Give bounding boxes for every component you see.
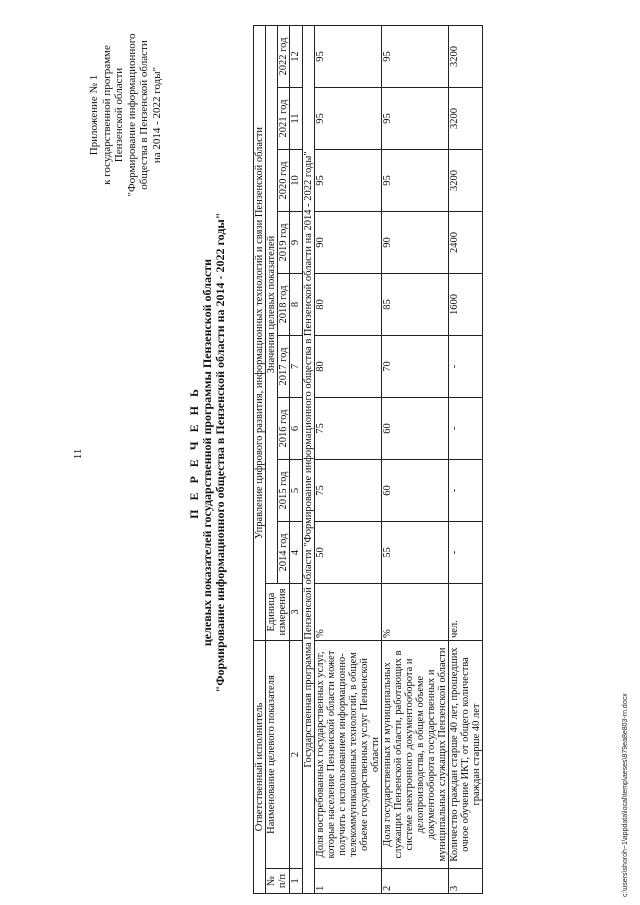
year-header: 2014 год xyxy=(278,522,290,584)
column-index: 5 xyxy=(290,460,303,522)
page-number: 11 xyxy=(72,448,84,460)
column-index: 8 xyxy=(290,274,303,336)
year-header: 2019 год xyxy=(278,212,290,274)
indicator-name: Доля государственных и муниципальных служащих Пензенской области, работающих в системе электронного документооборота и делопроизводства, в общем объеме документооборота государственных и муниципальных служащих Пензенской области xyxy=(382,641,449,869)
table-row xyxy=(315,25,382,893)
header-number: № п/п xyxy=(266,869,290,894)
value-cell: - xyxy=(449,460,483,522)
value-cell: 80 xyxy=(315,336,382,398)
column-index: 1 xyxy=(290,869,303,894)
value-cell: 75 xyxy=(315,460,382,522)
value-cell: 60 xyxy=(382,398,449,460)
header-row xyxy=(266,25,278,893)
column-index: 9 xyxy=(290,212,303,274)
annex-line: "Формирование информационного xyxy=(125,33,138,197)
value-cell: 95 xyxy=(382,88,449,150)
value-cell: - xyxy=(449,336,483,398)
header-indicator-name: Наименование целевого показателя xyxy=(266,641,290,869)
value-cell: 3200 xyxy=(449,150,483,212)
value-cell: 90 xyxy=(382,212,449,274)
header-unit: Единица измерения xyxy=(266,584,290,641)
unit-cell: чел. xyxy=(449,584,483,641)
column-index: 12 xyxy=(290,25,303,87)
value-cell: 90 xyxy=(315,212,382,274)
year-header: 2021 год xyxy=(278,88,290,150)
title-line: П Е Р Е Ч Е Н Ь xyxy=(187,386,201,519)
value-cell: 95 xyxy=(315,150,382,212)
value-cell: 60 xyxy=(382,460,449,522)
title-line: целевых показателей государственной программы Пензенской области xyxy=(200,258,214,647)
unit-cell: % xyxy=(382,584,449,641)
responsible-row xyxy=(254,25,266,893)
value-cell: 80 xyxy=(315,274,382,336)
row-number: 2 xyxy=(382,869,449,894)
annex-note xyxy=(88,0,163,240)
column-index: 3 xyxy=(290,584,303,641)
value-cell: 70 xyxy=(382,336,449,398)
column-index: 6 xyxy=(290,398,303,460)
value-cell: 75 xyxy=(315,398,382,460)
column-index: 7 xyxy=(290,336,303,398)
value-cell: 3200 xyxy=(449,25,483,87)
annex-line: общества в Пензенской области xyxy=(138,40,150,190)
value-cell: 95 xyxy=(315,88,382,150)
indicators-table xyxy=(253,25,483,894)
value-cell: 95 xyxy=(382,25,449,87)
year-header: 2020 год xyxy=(278,150,290,212)
value-cell: 55 xyxy=(382,522,449,584)
value-cell: 95 xyxy=(315,25,382,87)
responsible-label: Ответственный исполнитель xyxy=(254,641,266,894)
annex-line: Приложение № 1 xyxy=(88,74,100,156)
table-row xyxy=(449,25,483,893)
value-cell: 95 xyxy=(382,150,449,212)
indicator-name: Количество граждан старше 40 лет, прошедших очное обучение ИКТ, от общего количества граждан старше 40 лет xyxy=(449,641,483,869)
section-row xyxy=(303,25,315,893)
row-number: 1 xyxy=(315,869,382,894)
unit-cell: % xyxy=(315,584,382,641)
annex-line: к государственной программе xyxy=(100,45,113,185)
value-cell: - xyxy=(449,522,483,584)
year-header: 2017 год xyxy=(278,336,290,398)
indicator-name: Доля востребованных государственных услуг, которые население Пензенской области может получить с использованием информационно-телекоммуникационных технологий, в общем объеме государственных услуг Пензенской области xyxy=(315,641,382,869)
column-index-row xyxy=(290,25,303,893)
header-values: Значения целевых показателей xyxy=(266,25,278,583)
table-row xyxy=(382,25,449,893)
value-cell: - xyxy=(449,398,483,460)
section-label: Государственная программа Пензенской области "Формирование информационного общества в Пензенской области на 2014 - 2022 годы" xyxy=(303,25,315,893)
year-header: 2022 год xyxy=(278,25,290,87)
column-index: 10 xyxy=(290,150,303,212)
value-cell: 50 xyxy=(315,522,382,584)
year-header: 2018 год xyxy=(278,274,290,336)
year-header: 2015 год xyxy=(278,460,290,522)
annex-line: на 2014 - 2022 годы" xyxy=(150,66,163,164)
title-line: "Формирование информационного общества в Пензенской области на 2014 - 2022 годы" xyxy=(213,212,227,693)
column-index: 11 xyxy=(290,88,303,150)
responsible-value: Управление цифрового развития, информационных технологий и связи Пензенской области xyxy=(254,25,266,640)
file-path-footer: c:\users\shoroh~1\appdata\local\temp\aeses\879ea8e803-rn.docx xyxy=(622,693,629,897)
value-cell: 85 xyxy=(382,274,449,336)
value-cell: 3200 xyxy=(449,88,483,150)
value-cell: 2400 xyxy=(449,212,483,274)
column-index: 4 xyxy=(290,522,303,584)
value-cell: 1600 xyxy=(449,274,483,336)
column-index: 2 xyxy=(290,641,303,869)
row-number: 3 xyxy=(449,869,483,894)
annex-line: Пензенской области xyxy=(113,67,125,163)
document-title xyxy=(188,0,227,905)
year-header: 2016 год xyxy=(278,398,290,460)
